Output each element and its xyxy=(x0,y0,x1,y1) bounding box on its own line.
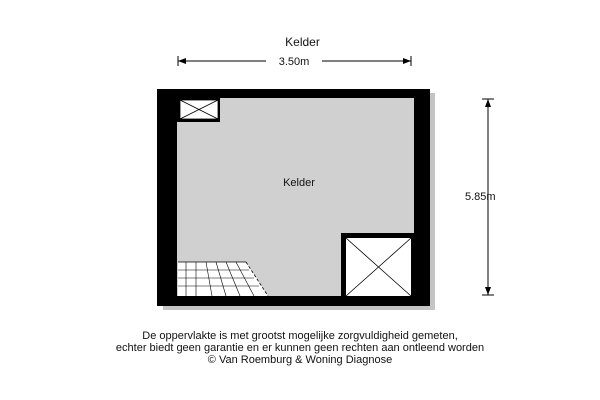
width-dimension xyxy=(178,55,411,68)
floor-title: Kelder xyxy=(285,35,320,49)
width-label: 3.50m xyxy=(278,56,310,68)
cabinet-bottom-right xyxy=(341,233,414,296)
shaft-top-left xyxy=(177,98,220,122)
disclaimer-line-3: © Van Roemburg & Woning Diagnose xyxy=(207,354,393,366)
disclaimer xyxy=(0,330,600,366)
depth-dimension xyxy=(465,99,496,295)
room-label: Kelder xyxy=(283,177,315,189)
disclaimer-line-2: echter biedt geen garantie en er kunnen geen rechten aan ontleend worden xyxy=(115,342,485,354)
depth-label: 5.85m xyxy=(465,191,496,203)
disclaimer-line-1: De oppervlakte is met grootst mogelijke zorgvuldigheid gemeten, xyxy=(142,330,458,342)
